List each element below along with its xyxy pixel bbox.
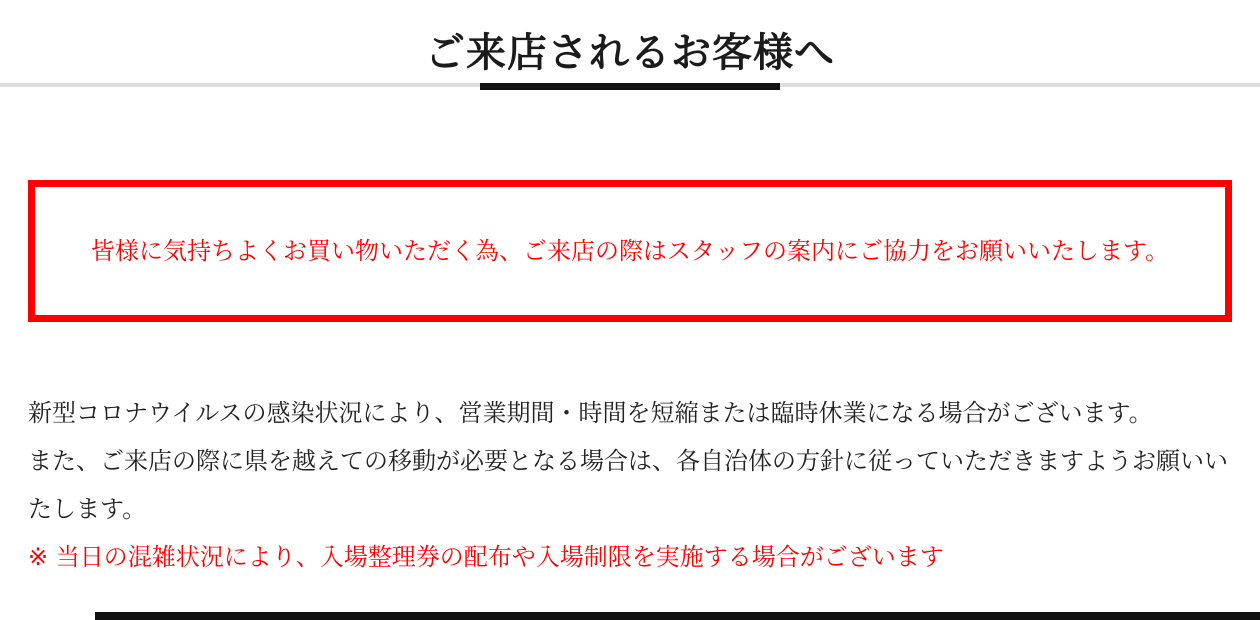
bottom-divider-bar [95,612,1260,620]
title-divider-accent [480,83,780,90]
title-divider [0,83,1260,87]
body-note-red: ※ 当日の混雑状況により、入場整理券の配布や入場制限を実施する場合がございます [28,543,944,571]
body-paragraph-1: 新型コロナウイルスの感染状況により、営業期間・時間を短縮または臨時休業になる場合がございます。 [28,399,1153,427]
red-notice-text: 皆様に気持ちよくお買い物いただく為、ご来店の際はスタッフの案内にご協力をお願いいたします。 [90,237,1170,265]
body-paragraphs [28,389,1232,581]
body-paragraph-2: また、ご来店の際に県を越えての移動が必要となる場合は、各自治体の方針に従っていただきますようお願いいたします。 [28,447,1228,523]
page-title: ご来店されるお客様へ [425,30,835,76]
page-header [0,0,1260,87]
red-notice-box [28,180,1232,322]
